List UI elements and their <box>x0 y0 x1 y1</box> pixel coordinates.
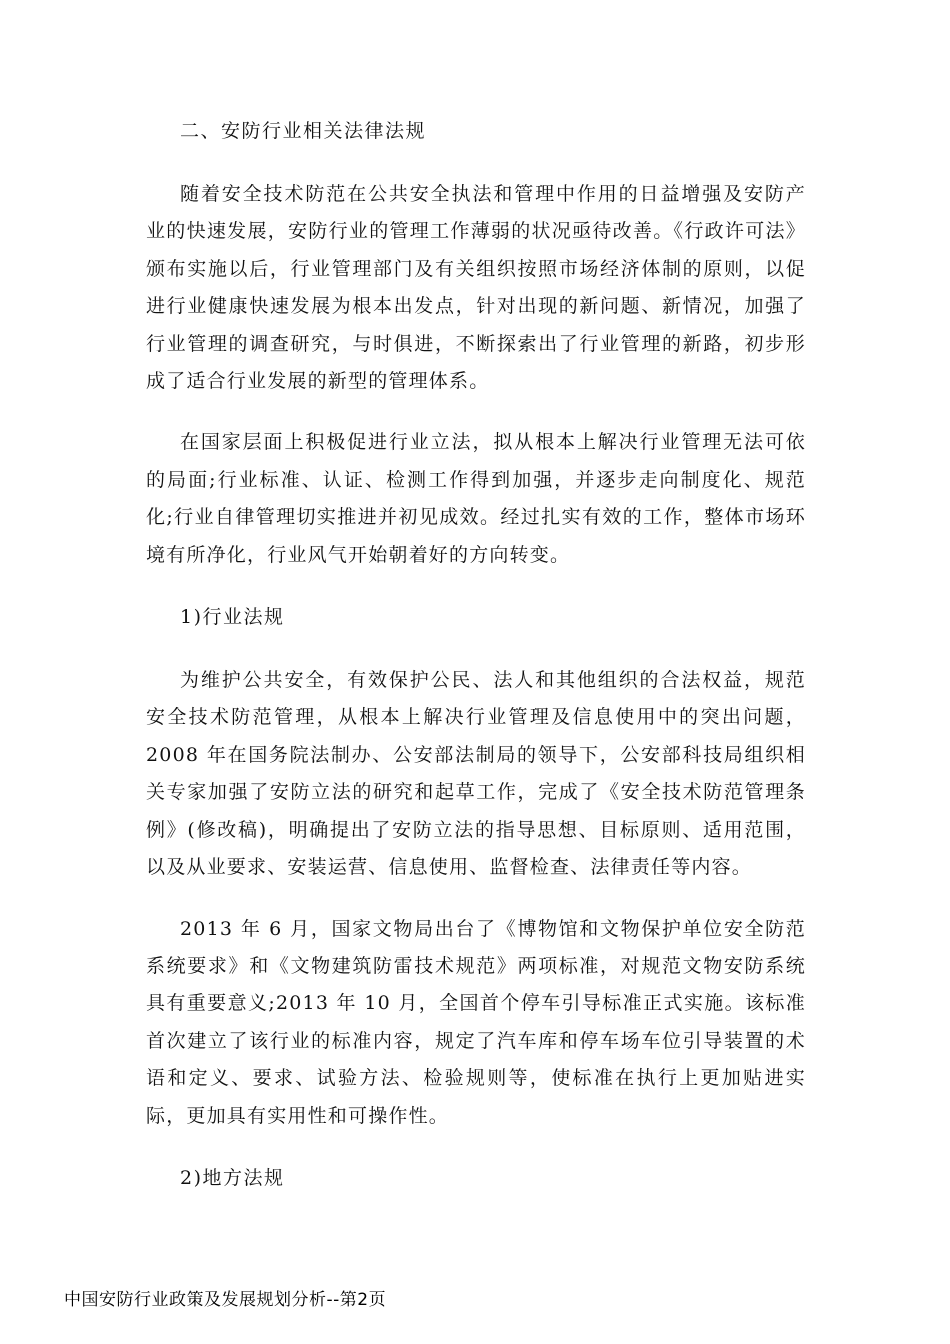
subheading-local-regulations: 2)地方法规 <box>180 1166 285 1189</box>
paragraph-security-regulations: 为维护公共安全，有效保护公民、法人和其他组织的合法权益，规范安全技术防范管理，从根本上解决行业管理及信息使用中的突出问题，2008 年在国务院法制办、公安部法制局的领导下，公安部科技局组织相关专家加强了安防立法的研究和起草工作，完成了《安全技术防范管理条例》(修改稿)，明确提出了安防立法的指导思想、目标原则、适用范围，以及从业要求、安装运营、信息使用、监督检查、法律责任等内容。 <box>146 669 806 879</box>
document-body <box>146 112 806 1223</box>
paragraph-national-level: 在国家层面上积极促进行业立法，拟从根本上解决行业管理无法可依的局面;行业标准、认证、检测工作得到加强，并逐步走向制度化、规范化;行业自律管理切实推进并初见成效。经过扎实有效的工作，整体市场环境有所净化，行业风气开始朝着好的方向转变。 <box>146 431 806 566</box>
page-footer: 中国安防行业政策及发展规划分析--第2页 <box>64 1290 387 1310</box>
paragraph-intro: 随着安全技术防范在公共安全执法和管理中作用的日益增强及安防产业的快速发展，安防行业的管理工作薄弱的状况亟待改善。《行政许可法》颁布实施以后，行业管理部门及有关组织按照市场经济体制的原则，以促进行业健康快速发展为根本出发点，针对出现的新问题、新情况，加强了行业管理的调查研究，与时俱进，不断探索出了行业管理的新路，初步形成了适合行业发展的新型的管理体系。 <box>146 183 806 393</box>
subheading-industry-regulations: 1)行业法规 <box>180 606 285 629</box>
section-title: 二、安防行业相关法律法规 <box>180 120 427 142</box>
paragraph-2013-standards: 2013 年 6 月，国家文物局出台了《博物馆和文物保护单位安全防范系统要求》和《文物建筑防雷技术规范》两项标准，对规范文物安防系统具有重要意义;2013 年 10 月，全国首个停车引导标准正式实施。该标准首次建立了该行业的标准内容，规定了汽车库和停车场车位引导装置的术语和定义、要求、试验方法、检验规则等，使标准在执行上更加贴进实际，更加具有实用性和可操作性。 <box>146 917 806 1127</box>
